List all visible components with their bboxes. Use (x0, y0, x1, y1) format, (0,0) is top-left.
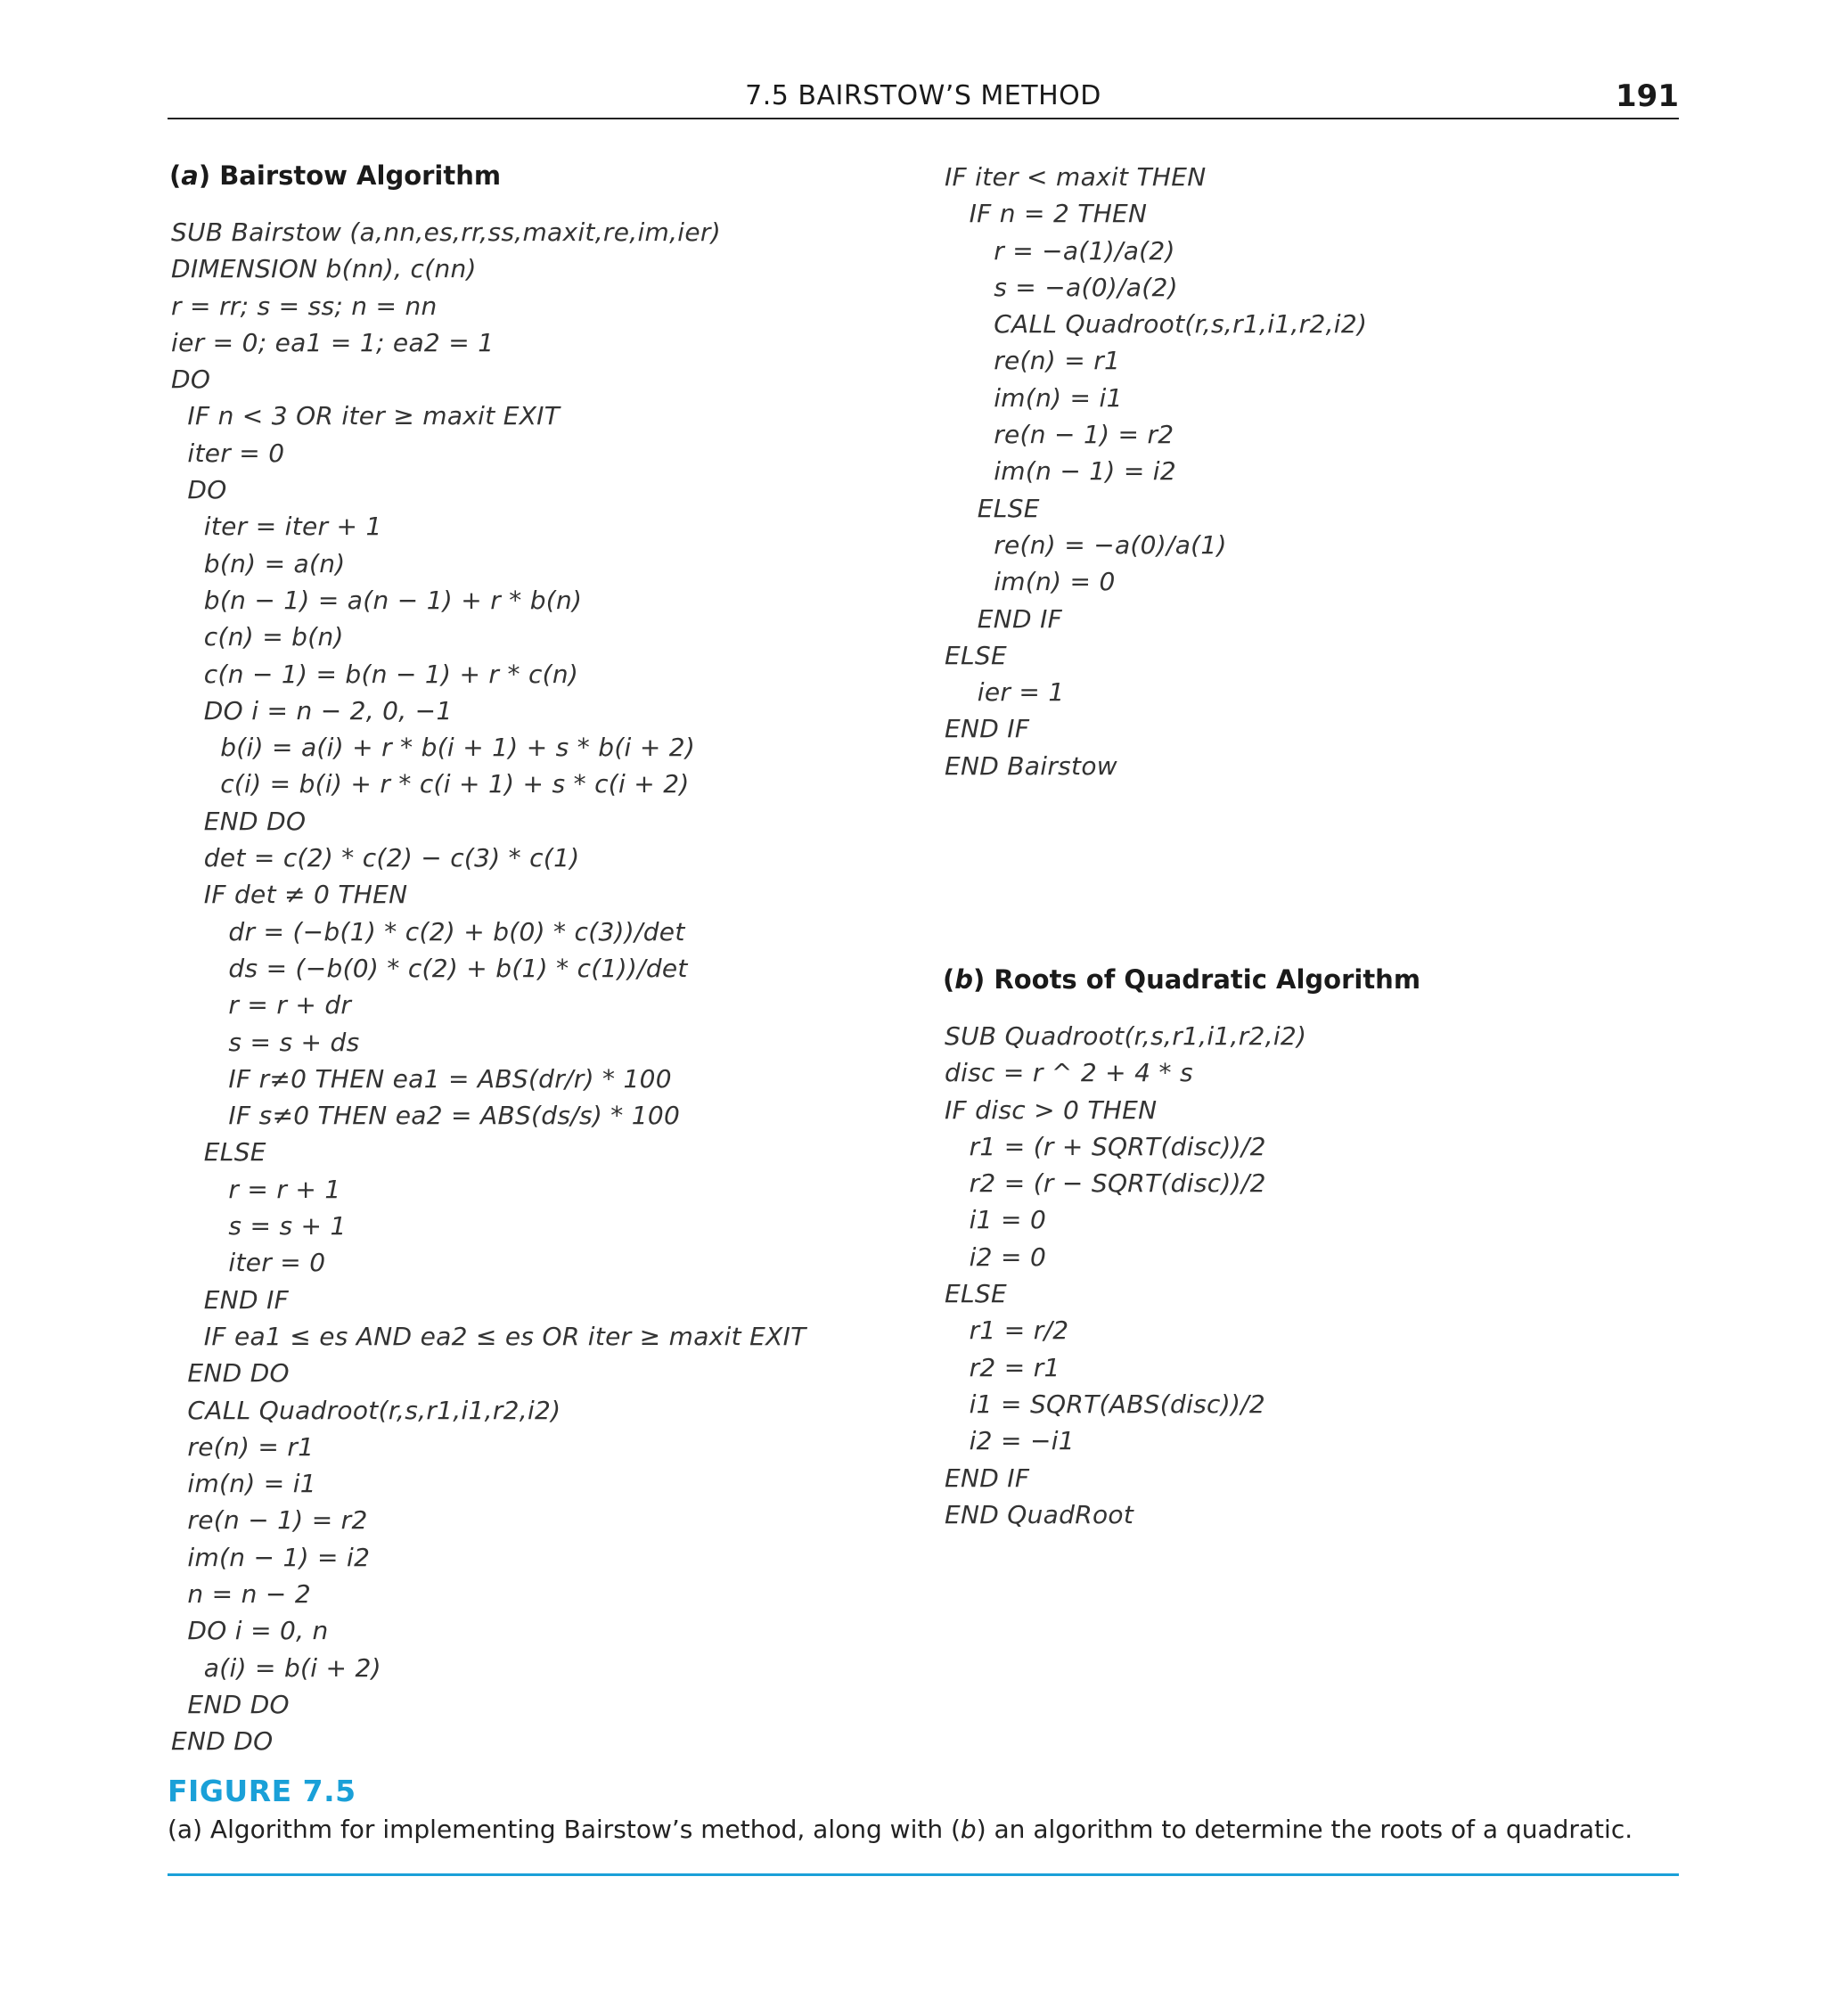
code-line: ELSE (945, 1279, 1007, 1309)
code-line: i1 = SQRT(ABS(disc))/2 (945, 1389, 1266, 1419)
code-line: IF s≠0 THEN ea2 = ABS(ds/s) * 100 (171, 1101, 681, 1131)
code-line: s = s + ds (171, 1027, 360, 1057)
code-line: im(n) = i1 (945, 382, 1123, 413)
code-line: a(i) = b(i + 2) (171, 1652, 381, 1683)
code-line: re(n − 1) = r2 (171, 1505, 368, 1536)
code-line: iter = 0 (171, 438, 285, 468)
code-line: re(n) = r1 (171, 1431, 315, 1462)
code-line: ier = 1 (945, 677, 1065, 708)
code-line: b(n − 1) = a(n − 1) + r * b(n) (171, 585, 583, 615)
code-line: r = −a(1)/a(2) (945, 235, 1175, 266)
figure-label: FIGURE 7.5 (168, 1774, 356, 1808)
code-line: END QuadRoot (945, 1499, 1134, 1529)
code-line: dr = (−b(1) * c(2) + b(0) * c(3))/det (171, 916, 685, 947)
heading-title-a: Bairstow Algorithm (219, 160, 502, 191)
code-line: ELSE (945, 493, 1040, 523)
code-line: DIMENSION b(nn), c(nn) (171, 254, 477, 284)
code-line: END DO (171, 1358, 290, 1389)
code-line: DO (171, 365, 211, 395)
code-line: SUB Quadroot(r,s,r1,i1,r2,i2) (945, 1021, 1307, 1051)
bairstow-code-right (945, 159, 1367, 784)
code-line: DO i = n − 2, 0, −1 (171, 695, 453, 725)
heading-quadroot: (b) Roots of Quadratic Algorithm (943, 964, 1421, 995)
code-line: iter = iter + 1 (171, 512, 382, 542)
bottom-rule (168, 1873, 1679, 1876)
code-line: CALL Quadroot(r,s,r1,i1,r2,i2) (945, 309, 1368, 340)
figure-caption (168, 1815, 1633, 1844)
code-line: END IF (945, 714, 1030, 744)
heading-label-a: a (181, 160, 199, 191)
heading-label-b: b (954, 964, 974, 995)
code-line: r1 = r/2 (945, 1315, 1069, 1346)
code-line: IF iter < maxit THEN (945, 162, 1207, 192)
code-line: END IF (171, 1284, 290, 1315)
code-line: r = r + dr (171, 990, 352, 1020)
code-line: det = c(2) * c(2) − c(3) * c(1) (171, 843, 580, 873)
code-line: SUB Bairstow (a,nn,es,rr,ss,maxit,re,im,ier) (171, 217, 721, 247)
code-line: IF n < 3 OR iter ≥ maxit EXIT (171, 401, 561, 431)
code-line: END DO (171, 1726, 274, 1757)
code-line: im(n) = 0 (945, 567, 1116, 597)
code-line: n = n − 2 (171, 1578, 311, 1609)
code-line: i2 = −i1 (945, 1426, 1075, 1456)
code-line: END Bairstow (945, 750, 1117, 781)
code-line: c(i) = b(i) + r * c(i + 1) + s * c(i + 2) (171, 769, 690, 799)
code-line: END DO (171, 806, 307, 836)
running-header (168, 78, 1679, 119)
code-line: c(n − 1) = b(n − 1) + r * c(n) (171, 659, 579, 689)
code-line: re(n − 1) = r2 (945, 420, 1174, 450)
code-line: ELSE (945, 640, 1007, 670)
quadroot-code (945, 1018, 1306, 1533)
code-line: im(n − 1) = i2 (171, 1542, 371, 1572)
code-line: ELSE (171, 1137, 266, 1168)
code-line: IF ea1 ≤ es AND ea2 ≤ es OR iter ≥ maxit EXIT (171, 1321, 806, 1351)
code-line: IF n = 2 THEN (945, 199, 1148, 229)
code-line: r = rr; s = ss; n = nn (171, 291, 438, 321)
code-line: im(n − 1) = i2 (945, 456, 1176, 487)
code-line: s = s + 1 (171, 1211, 347, 1242)
bairstow-code-left (171, 214, 806, 1759)
code-line: END IF (945, 1463, 1030, 1493)
code-line: CALL Quadroot(r,s,r1,i1,r2,i2) (171, 1395, 561, 1425)
code-line: END DO (171, 1689, 290, 1719)
code-line: DO (171, 475, 227, 505)
code-line: ier = 0; ea1 = 1; ea2 = 1 (171, 327, 495, 357)
caption-text-1: Algorithm for implementing Bairstow’s method, along with ( (202, 1815, 961, 1844)
caption-text-2: ) an algorithm to determine the roots of a quadratic. (976, 1815, 1633, 1844)
page-number: 191 (1616, 78, 1679, 114)
code-line: i2 = 0 (945, 1242, 1047, 1272)
code-line: r2 = r1 (945, 1352, 1060, 1382)
code-line: IF r≠0 THEN ea1 = ABS(dr/r) * 100 (171, 1063, 672, 1094)
code-line: ds = (−b(0) * c(2) + b(1) * c(1))/det (171, 953, 688, 983)
caption-b: b (960, 1815, 977, 1844)
code-line: re(n) = r1 (945, 346, 1121, 376)
code-line: IF disc > 0 THEN (945, 1094, 1158, 1125)
code-line: b(i) = a(i) + r * b(i + 1) + s * b(i + 2) (171, 733, 696, 763)
code-line: disc = r ^ 2 + 4 * s (945, 1058, 1193, 1088)
code-line: r = r + 1 (171, 1174, 341, 1204)
code-line: i1 = 0 (945, 1205, 1047, 1235)
heading-title-b: Roots of Quadratic Algorithm (994, 964, 1421, 995)
code-line: s = −a(0)/a(2) (945, 272, 1178, 302)
code-line: IF det ≠ 0 THEN (171, 880, 408, 910)
code-line: c(n) = b(n) (171, 622, 344, 652)
code-line: r1 = (r + SQRT(disc))/2 (945, 1131, 1266, 1161)
heading-bairstow: (a) Bairstow Algorithm (169, 160, 502, 191)
code-line: re(n) = −a(0)/a(1) (945, 529, 1227, 560)
code-line: b(n) = a(n) (171, 548, 346, 578)
caption-a: (a) (168, 1815, 203, 1844)
code-line: iter = 0 (171, 1248, 326, 1278)
code-line: DO i = 0, n (171, 1616, 329, 1646)
code-line: r2 = (r − SQRT(disc))/2 (945, 1168, 1266, 1199)
section-title: 7.5 BAIRSTOW’S METHOD (745, 80, 1101, 111)
code-line: im(n) = i1 (171, 1469, 316, 1499)
code-line: END IF (945, 603, 1063, 634)
